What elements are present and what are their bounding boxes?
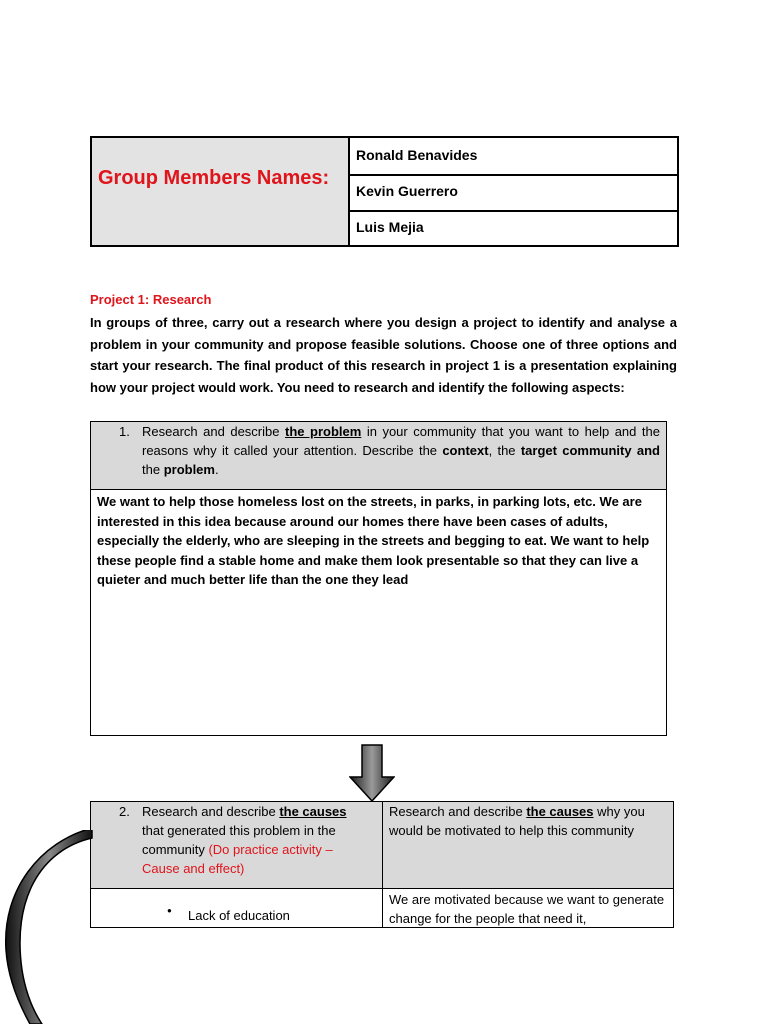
causes-cell — [91, 889, 383, 927]
question-2-text: Research and describe the causes that generated this problem in the community (Do practice activity – Cause and effect) — [142, 804, 347, 876]
question-1-answer: We want to help those homeless lost on the streets, in parks, in parking lots, etc. We are interested in this idea because around our homes there have been cases of adults, especially the elderly, who are sleeping in the streets and begging to eat. We want to help these people find a stable home and make them look presentable so that they can live a quieter and much better life than the one they lead — [97, 494, 650, 587]
member-name-cell — [350, 210, 677, 246]
member-name: Kevin Guerrero — [356, 183, 458, 199]
question-2-right-header — [383, 802, 673, 889]
project-intro: In groups of three, carry out a research where you design a project to identify and analyse a problem in your community and propose feasible solutions. Choose one of three options and start your research. The final product of this research in project 1 is a presentation explaining how your project would work. You need to research and identify the following aspects: — [90, 315, 677, 395]
motivation-text: We are motivated because we want to generate change for the people that need it, — [389, 892, 665, 926]
cause-item: Lack of education — [188, 908, 290, 923]
arrow-down-icon — [349, 744, 395, 802]
members-label-cell — [92, 138, 350, 245]
question-number: 1. — [119, 424, 130, 439]
question-1-text: Research and describe the problem in your community that you want to help and the reasons why it called your attention. Describe the context, the target community and the problem. — [142, 424, 661, 477]
question-2-right-text: Research and describe the causes why you would be motivated to help this community — [389, 804, 645, 838]
bullet-icon: ● — [167, 906, 172, 915]
member-name-cell — [350, 138, 677, 176]
question-1-box — [90, 421, 667, 736]
group-members-table — [90, 136, 679, 247]
members-label: Group Members Names: — [98, 167, 330, 189]
question-1-header — [91, 422, 666, 490]
motivation-cell — [383, 889, 673, 927]
member-name: Luis Mejia — [356, 219, 424, 235]
curved-arrow-icon — [0, 830, 100, 1024]
question-number: 2. — [119, 804, 130, 819]
member-name-cell — [350, 174, 677, 212]
member-name: Ronald Benavides — [356, 147, 478, 163]
question-2-table — [90, 801, 674, 928]
question-2-left-header — [91, 802, 383, 889]
project-title: Project 1: Research — [90, 292, 212, 307]
